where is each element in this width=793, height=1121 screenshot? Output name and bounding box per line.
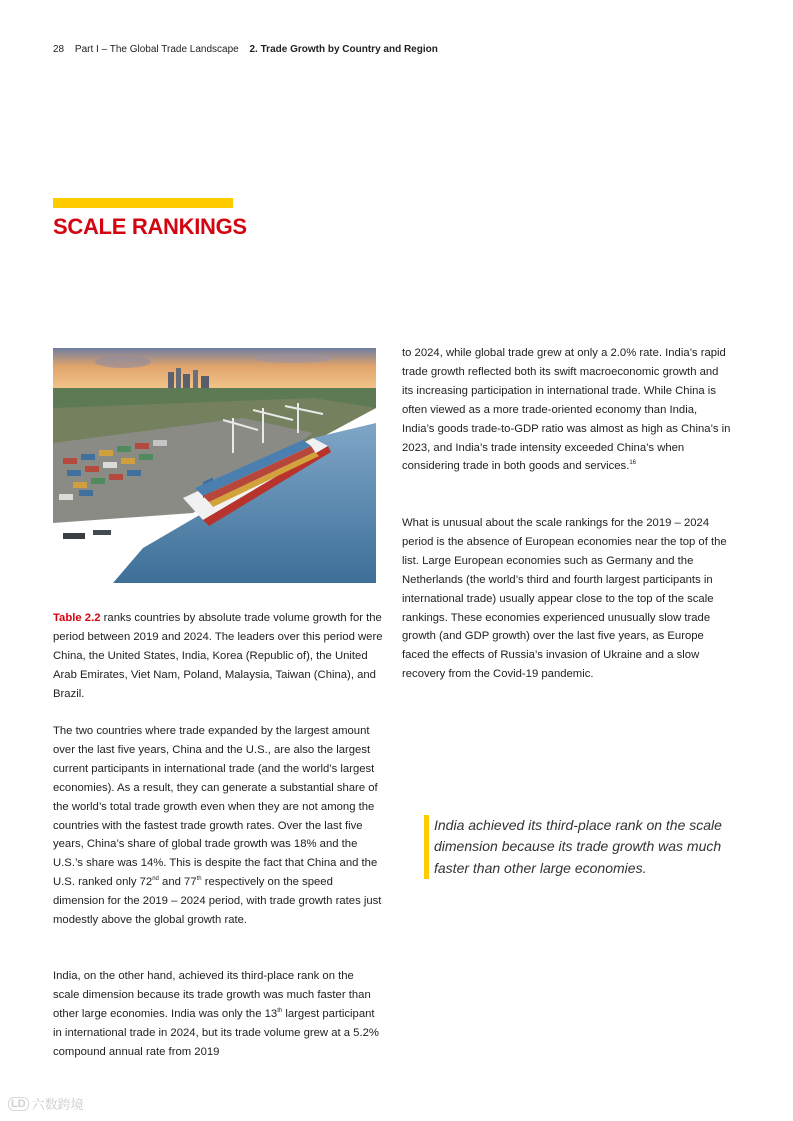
left-paragraph-2-text-c: respectively on the speed dimension for the 2019 – 2024 period, with trade growth rates just modestly above the global growth rate. [53,876,382,927]
chapter-label: 2. Trade Growth by Country and Region [249,44,438,55]
section-title: SCALE RANKINGS [53,214,247,239]
title-accent-bar [53,198,233,208]
right-paragraph-2 [402,514,732,684]
watermark-logo: LD [8,1097,29,1111]
left-paragraph-2-text-b: and 77 [158,876,197,889]
right-paragraph-2-text: What is unusual about the scale rankings for the 2019 – 2024 period is the absence of European economies near the top of the list. Large European economies such as Germany and the Netherlands (the world’s third and fourth largest participants in international trade) usually appear close to the top of the scale rankings. These economies experienced unusually slow trade growth (and GDP growth) over the last five years, as Europe faced the effects of Russia’s invasion of Ukraine and a slow recovery from the Covid-19 pandemic. [402,517,727,681]
superscript-th: th [196,876,202,883]
pull-quote [424,815,734,879]
left-paragraph-1 [53,609,383,704]
right-paragraph-1 [402,344,732,476]
superscript-th-2: th [277,1008,283,1015]
right-paragraph-1-text: to 2024, while global trade grew at only a 2.0% rate. India’s rapid trade growth reflected both its swift macroeconomic growth and its increasing participation in international trade. While China is often viewed as a more trade-oriented economy than India, India’s goods trade-to-GDP ratio was almost as high as China’s in 2023, and India’s trade intensity exceeded China’s when considering trade in both goods and services. [402,347,731,473]
port-photo [53,348,376,583]
running-header [53,44,438,55]
table-2-2-link[interactable]: Table 2.2 [53,612,101,624]
watermark-text: 六数跨境 [31,1097,84,1112]
page-number: 28 [53,44,65,55]
left-paragraph-3 [53,967,383,1062]
left-paragraph-3-text-b: largest participant in international trade in 2024, but its trade volume grew at a 5.2% compound annual rate from 2019 [53,1007,379,1058]
watermark [8,1094,84,1113]
left-paragraph-2 [53,722,383,930]
pull-quote-text: India achieved its third-place rank on the scale dimension because its trade growth was much faster than other large economies. [434,817,722,876]
left-paragraph-1-text: ranks countries by absolute trade volume growth for the period between 2019 and 2024. The leaders over this period were China, the United States, India, Korea (Republic of), the United Arab Emirates, Viet Nam, Poland, Malaysia, Taiwan (China), and Brazil. [53,612,383,700]
superscript-nd: nd [152,876,159,883]
left-paragraph-3-text-a: India, on the other hand, achieved its third-place rank on the scale dimension because its trade growth was much faster than other large economies. India was only the 13 [53,970,371,1020]
part-label: Part I – The Global Trade Landscape [74,44,239,55]
port-photo-illustration [53,348,376,583]
footnote-16[interactable]: 16 [629,460,637,467]
left-paragraph-2-text-a: The two countries where trade expanded by the largest amount over the last five years, China and the U.S., are also the largest current participants in international trade (and the world’s largest economies). As a result, they can generate a substantial share of the world’s total trade growth even when they are not among the countries with the fastest trade growth rates. Over the last five years, China’s share of global trade growth was 18% and the U.S.’s share was 14%. This is despite the fact that China and the U.S. ranked only 72 [53,725,378,889]
